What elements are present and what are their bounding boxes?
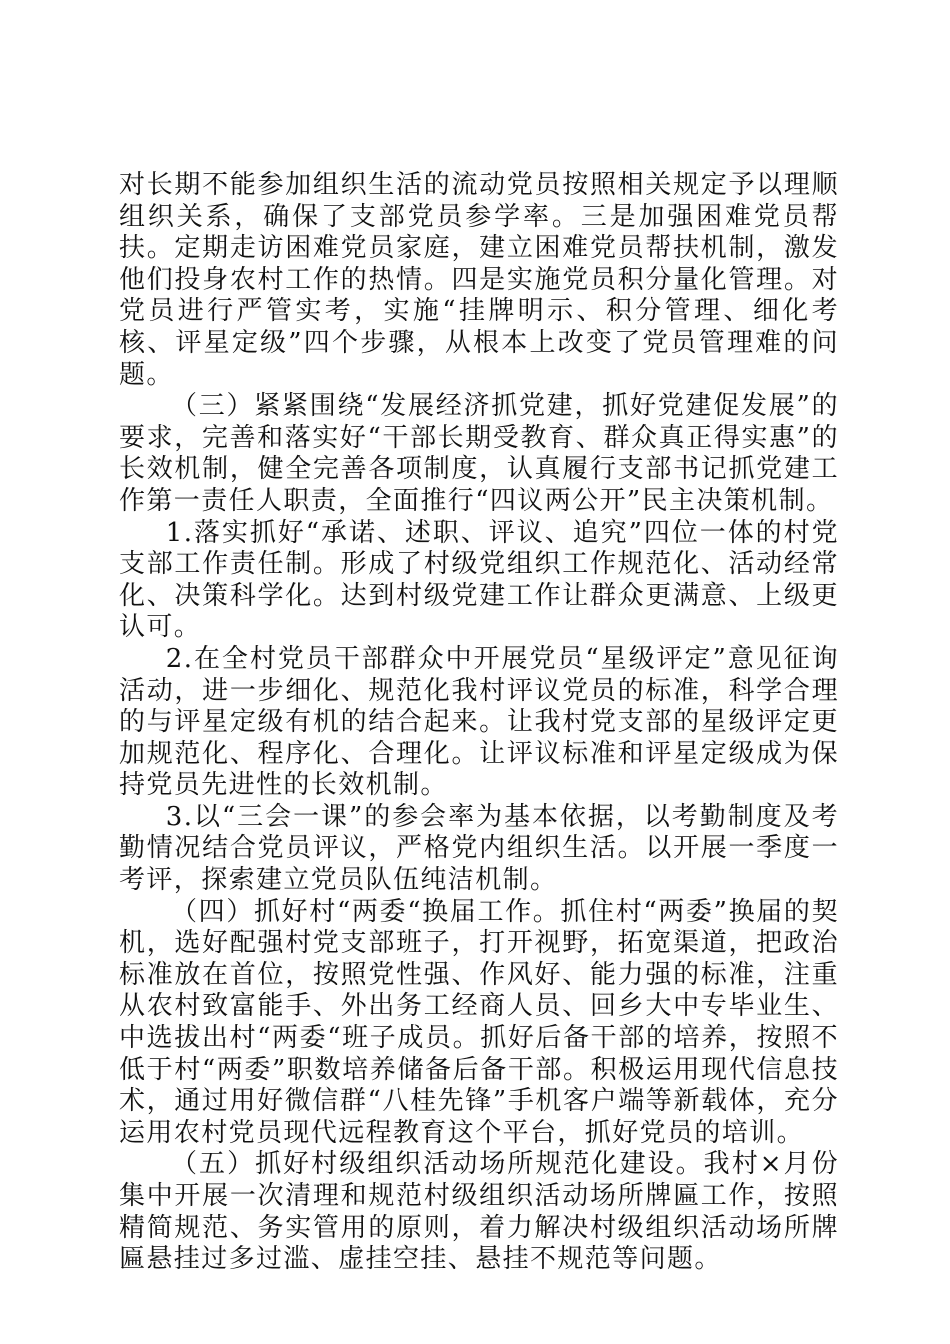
paragraph-section-five: （五）抓好村级组织活动场所规范化建设。我村×月份集中开展一次清理和规范村级组织活动场所牌匾工作，按照精简规范、务实管用的原则，着力解决村级组织活动场所牌匾悬挂过多过滥、虚挂空挂、悬挂不规范等问题。: [119, 1149, 839, 1275]
document-body: [119, 170, 839, 1276]
paragraph-item-three: 3.以“三会一课”的参会率为基本依据，以考勤制度及考勤情况结合党员评议，严格党内组织生活。以开展一季度一考评，探索建立党员队伍纯洁机制。: [119, 801, 839, 896]
paragraph-continued-party-member-management: 对长期不能参加组织生活的流动党员按照相关规定予以理顺组织关系，确保了支部党员参学率。三是加强困难党员帮扶。定期走访困难党员家庭，建立困难党员帮扶机制，激发他们投身农村工作的热情。四是实施党员积分量化管理。对党员进行严管实考，实施“挂牌明示、积分管理、细化考核、评星定级”四个步骤，从根本上改变了党员管理难的问题。: [119, 170, 839, 390]
paragraph-item-two: 2.在全村党员干部群众中开展党员“星级评定”意见征询活动，进一步细化、规范化我村评议党员的标准，科学合理的与评星定级有机的结合起来。让我村党支部的星级评定更加规范化、程序化、合理化。让评议标准和评星定级成为保持党员先进性的长效机制。: [119, 643, 839, 801]
paragraph-item-one: 1.落实抓好“承诺、述职、评议、追究”四位一体的村党支部工作责任制。形成了村级党组织工作规范化、活动经常化、决策科学化。达到村级党建工作让群众更满意、上级更认可。: [119, 517, 839, 643]
paragraph-section-four: （四）抓好村“两委“换届工作。抓住村“两委”换届的契机，选好配强村党支部班子，打开视野，拓宽渠道，把政治标准放在首位，按照党性强、作风好、能力强的标准，注重从农村致富能手、外出务工经商人员、回乡大中专毕业生、中选拔出村“两委“班子成员。抓好后备干部的培养，按照不低于村“两委”职数培养储备后备干部。积极运用现代信息技术，通过用好微信群“八桂先锋”手机客户端等新载体，充分运用农村党员现代远程教育这个平台，抓好党员的培训。: [119, 896, 839, 1148]
paragraph-section-three: （三）紧紧围绕“发展经济抓党建，抓好党建促发展”的要求，完善和落实好“干部长期受教育、群众真正得实惠”的长效机制，健全完善各项制度，认真履行支部书记抓党建工作第一责任人职责，全面推行“四议两公开”民主决策机制。: [119, 391, 839, 516]
